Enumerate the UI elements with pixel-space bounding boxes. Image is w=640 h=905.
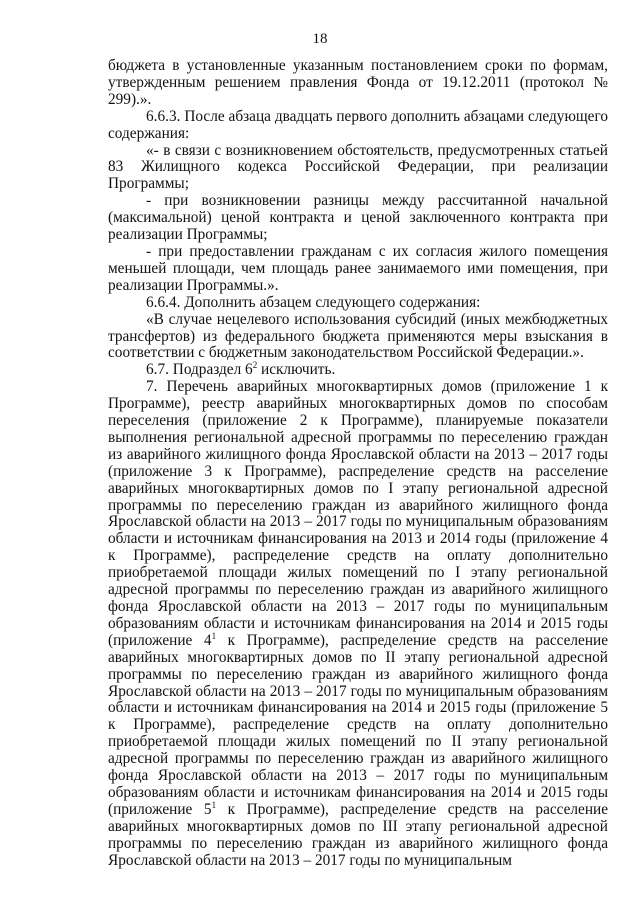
document-body: [108, 58, 608, 870]
superscript: 2: [252, 360, 258, 371]
paragraph-7-part-3: к Программе), распределение средств на расселение аварийных многоквартирных домов по III этапу региональной адресной программы по переселению граждан из аварийного жилищного фонда Ярославской области на 2013 – 2017 годы по муниципальным: [108, 800, 608, 869]
paragraph-contract-price-difference: - при возникновении разницы между рассчитанной начальной (максимальной) ценой контракта и ценой заключенного контракта при реализации Программы;: [108, 192, 608, 244]
paragraph-7-appendices: [108, 379, 608, 869]
paragraph-6-6-3: 6.6.3. После абзаца двадцать первого дополнить абзацами следующего содержания:: [108, 107, 608, 142]
page-number: 18: [312, 31, 328, 47]
superscript: 1: [211, 799, 217, 810]
paragraph-7-part-2: к Программе), распределение средств на расселение аварийных многоквартирных домов по II этапу региональной адресной программы по переселению граждан из аварийного жилищного фонда Ярославской области на 2013 – 2017 годы по муниципальным образованиям области и источникам финансирования на 2014 и 2015 годы (приложение 5 к Программе), распределение средств на оплату дополнительно приобретаемой площади жилых помещений по II этапу региональной адресной программы по переселению граждан из аварийного жилищного фонда Ярославской области на 2013 – 2017 годы по муниципальным образованиям области и источникам финансирования на 2014 и 2015 годы (приложение 5: [108, 631, 608, 818]
paragraph-7-part-1: 7. Перечень аварийных многоквартирных домов (приложение 1 к Программе), реестр аварийных многоквартирных домов по способам переселения (приложение 2 к Программе), планируемые показатели выполнения региональной адресной программы по переселению граждан из аварийного жилищного фонда Ярославской области на 2013 – 2017 годы (приложение 3 к Программе), распределение средств на расселение аварийных многоквартирных домов по I этапу региональной адресной программы по переселению граждан из аварийного жилищного фонда Ярославской области на 2013 – 2017 годы по муниципальным образованиям области и источникам финансирования на 2013 и 2014 годы (приложение 4 к Программе), распределение средств на оплату дополнительно приобретаемой площади жилых помещений по I этапу региональной адресной программы по переселению граждан из аварийного жилищного фонда Ярославской области на 2013 – 2017 годы по муниципальным образованиям области и источникам финансирования на 2014 и 2015 годы (приложение 4: [108, 378, 608, 649]
paragraph-6-7-text: 6.7. Подраздел 6: [146, 361, 253, 379]
paragraph-6-7-text-end: исключить.: [257, 361, 336, 379]
superscript: 1: [211, 630, 217, 641]
paragraph-6-6-4: 6.6.4. Дополнить абзацем следующего содержания:: [146, 293, 481, 311]
paragraph-smaller-dwelling: - при предоставлении гражданам с их согласия жилого помещения меньшей площади, чем площадь ранее занимаемого ими помещения, при реализации Программы.».: [108, 242, 608, 294]
paragraph-6-7: [108, 362, 608, 379]
paragraph-misuse-of-subsidies: «В случае нецелевого использования субсидий (иных межбюджетных трансфертов) из федерального бюджета применяются меры взыскания в соответствии с бюджетным законодательством Российской Федерации.».: [108, 310, 608, 362]
paragraph-article-83: «- в связи с возникновением обстоятельств, предусмотренных статьей 83 Жилищного кодекса Российской Федерации, при реализации Программы;: [108, 141, 608, 193]
paragraph-budget-deadlines: бюджета в установленные указанным постановлением сроки по формам, утвержденным решением правления Фонда от 19.12.2011 (протокол № 299).».: [108, 57, 608, 108]
